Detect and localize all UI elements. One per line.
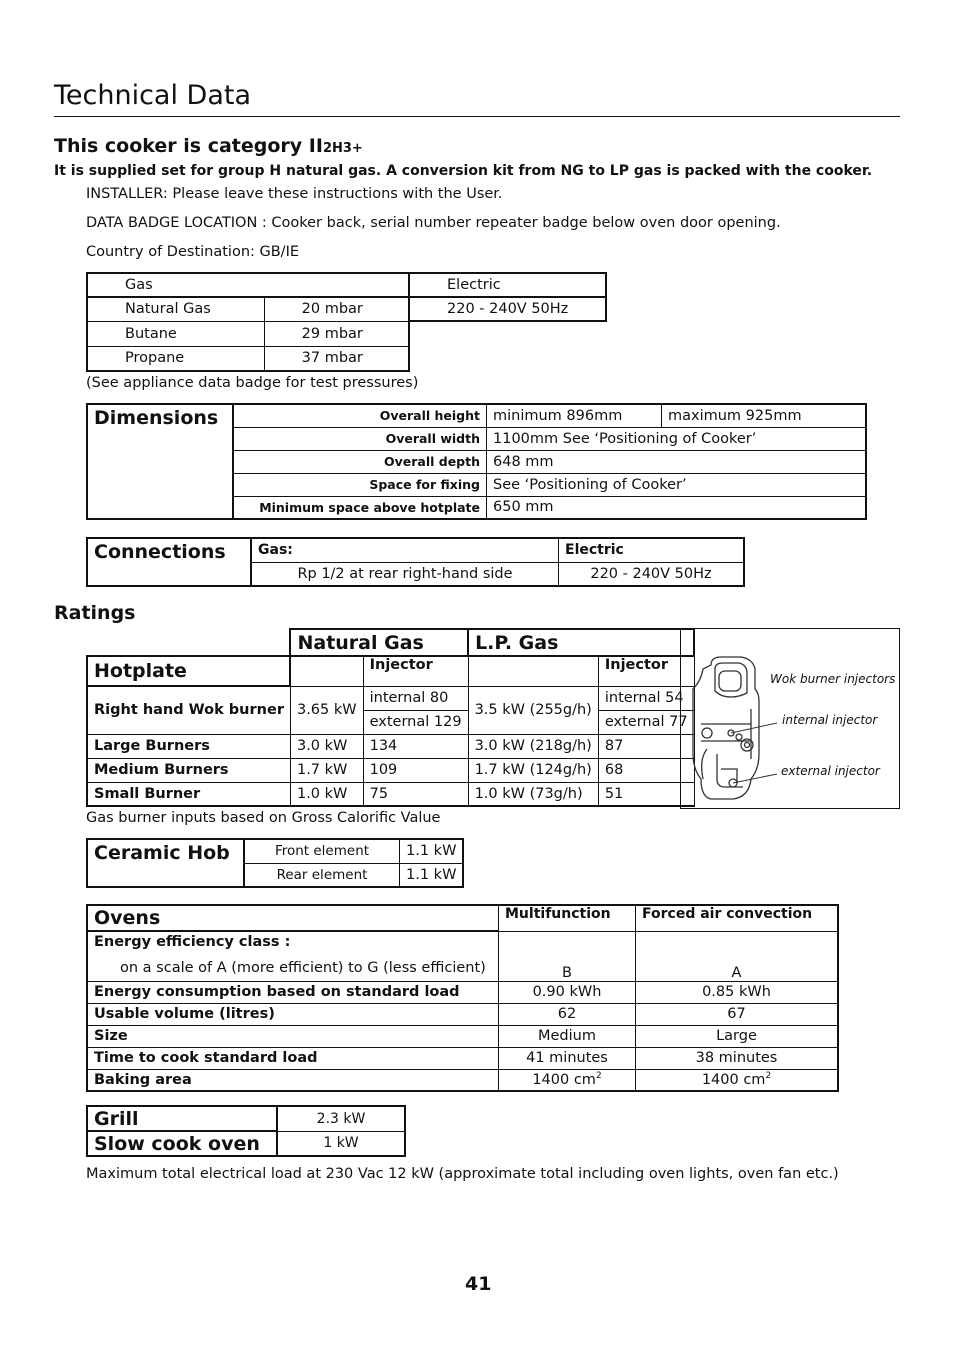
oven-row-forced-air: Large [636, 1025, 839, 1047]
oven-row-forced-air: 38 minutes [636, 1047, 839, 1069]
page-number: 41 [465, 1273, 492, 1295]
country-of-destination: Country of Destination: GB/IE [86, 244, 300, 260]
ratings-table [86, 628, 695, 807]
external-injector-label: external injector [781, 764, 880, 778]
energy-class-multifunction: B [499, 931, 636, 981]
gas-pressure: 37 mbar [264, 346, 409, 371]
dimension-label: Minimum space above hotplate [233, 496, 487, 519]
dimension-value-max: maximum 925mm [662, 404, 867, 427]
forced-air-header: Forced air convection [636, 905, 839, 931]
hob-element-label: Rear element [244, 863, 400, 887]
ng-injector: 109 [363, 758, 468, 782]
baking-area-value: 1400 cm [532, 1072, 596, 1089]
page-title: Technical Data [54, 80, 252, 111]
hotplate-heading: Hotplate [87, 656, 290, 686]
dimension-value: minimum 896mm [487, 404, 662, 427]
wok-ng-rating: 3.65 kW [290, 686, 363, 734]
oven-row-label: Size [87, 1025, 499, 1047]
ng-injector: 134 [363, 734, 468, 758]
gas-label: Gas: [251, 538, 559, 562]
baking-area-multifunction [499, 1069, 636, 1091]
oven-row-label: Time to cook standard load [87, 1047, 499, 1069]
dimension-label: Overall height [233, 404, 487, 427]
hob-element-value: 1.1 kW [400, 863, 464, 887]
lp-injector: 51 [598, 782, 694, 806]
hob-element-label: Front element [244, 839, 400, 863]
dimensions-heading: Dimensions [87, 404, 233, 519]
dimension-value: 1100mm See ‘Positioning of Cooker’ [487, 427, 867, 450]
ratings-heading: Ratings [54, 602, 136, 624]
oven-row-forced-air: 67 [636, 1003, 839, 1025]
dimension-value: See ‘Positioning of Cooker’ [487, 473, 867, 496]
electric-value: 220 - 240V 50Hz [409, 297, 606, 321]
natural-gas-header: Natural Gas [290, 629, 468, 656]
burner-label: Medium Burners [87, 758, 290, 782]
gas-pressure: 20 mbar [264, 297, 409, 321]
gas-name: Butane [87, 321, 264, 346]
gross-calorific-note: Gas burner inputs based on Gross Calorific Value [86, 810, 441, 826]
wok-ng-injector-internal: internal 80 [363, 686, 468, 710]
ovens-heading: Ovens [87, 905, 499, 931]
installer-note: INSTALLER: Please leave these instructions with the User. [86, 186, 503, 202]
dimension-value: 648 mm [487, 450, 867, 473]
oven-row-label: Energy consumption based on standard load [87, 981, 499, 1003]
lp-injector: 68 [598, 758, 694, 782]
ng-injector: 75 [363, 782, 468, 806]
ceramic-hob-heading: Ceramic Hob [87, 839, 244, 887]
hob-element-value: 1.1 kW [400, 839, 464, 863]
gas-pressure: 29 mbar [264, 321, 409, 346]
energy-class-forced-air: A [636, 931, 839, 981]
wok-lp-injector-external: external 77 [598, 710, 694, 734]
slow-cook-value: 1 kW [277, 1131, 405, 1156]
ovens-table [86, 904, 839, 1092]
energy-class-label: Energy efficiency class : [94, 934, 291, 950]
dimensions-table [86, 403, 867, 520]
wok-burner-label: Right hand Wok burner [87, 686, 290, 734]
slow-cook-label: Slow cook oven [87, 1131, 277, 1156]
baking-area-forced-air [636, 1069, 839, 1091]
supply-note: It is supplied set for group H natural gas. A conversion kit from NG to LP gas is packed with the cooker. [54, 163, 873, 179]
gas-name: Natural Gas [87, 297, 264, 321]
gas-name: Propane [87, 346, 264, 371]
lp-injector-header: Injector [598, 656, 694, 686]
gas-header: Gas [87, 273, 409, 297]
connections-table [86, 537, 745, 587]
wok-ng-injector-external: external 129 [363, 710, 468, 734]
supply-table [86, 272, 607, 372]
oven-row-multifunction: 41 minutes [499, 1047, 636, 1069]
baking-area-label: Baking area [87, 1069, 499, 1091]
ng-injector-header: Injector [363, 656, 468, 686]
lp-gas-header: L.P. Gas [468, 629, 694, 656]
grill-table [86, 1105, 406, 1157]
oven-row-forced-air: 0.85 kWh [636, 981, 839, 1003]
grill-label: Grill [87, 1106, 277, 1131]
wok-lp-injector-internal: internal 54 [598, 686, 694, 710]
test-pressure-note: (See appliance data badge for test pressures) [86, 375, 419, 391]
internal-injector-label: internal injector [782, 713, 878, 727]
burner-label: Large Burners [87, 734, 290, 758]
wok-injector-diagram [680, 628, 900, 809]
energy-class-cell [87, 931, 499, 981]
burner-label: Small Burner [87, 782, 290, 806]
oven-row-label: Usable volume (litres) [87, 1003, 499, 1025]
dimension-label: Space for fixing [233, 473, 487, 496]
max-load-note: Maximum total electrical load at 230 Vac 12 kW (approximate total including oven lights, oven fan etc.) [86, 1166, 839, 1182]
category-heading [54, 135, 363, 157]
electric-header: Electric [409, 273, 606, 297]
diagram-title: Wok burner injectors [770, 672, 896, 686]
ceramic-hob-table [86, 838, 464, 888]
oven-row-multifunction: 62 [499, 1003, 636, 1025]
grill-value: 2.3 kW [277, 1106, 405, 1131]
gas-connection-value: Rp 1/2 at rear right-hand side [251, 562, 559, 586]
connections-heading: Connections [87, 538, 251, 586]
electric-connection-value: 220 - 240V 50Hz [559, 562, 745, 586]
superscript: 2 [765, 1071, 772, 1082]
title-divider [54, 116, 900, 117]
electric-label: Electric [559, 538, 745, 562]
category-heading-text: This cooker is category II [54, 135, 323, 157]
wok-lp-rating: 3.5 kW (255g/h) [468, 686, 598, 734]
badge-location: DATA BADGE LOCATION : Cooker back, serial number repeater badge below oven door opening. [86, 215, 781, 231]
lp-rating: 3.0 kW (218g/h) [468, 734, 598, 758]
energy-class-scale: on a scale of A (more efficient) to G (less efficient) [120, 960, 486, 976]
dimension-value: 650 mm [487, 496, 867, 519]
lp-rating: 1.7 kW (124g/h) [468, 758, 598, 782]
lp-injector: 87 [598, 734, 694, 758]
dimension-label: Overall depth [233, 450, 487, 473]
oven-row-multifunction: Medium [499, 1025, 636, 1047]
ng-rating: 1.0 kW [290, 782, 363, 806]
oven-row-multifunction: 0.90 kWh [499, 981, 636, 1003]
baking-area-value: 1400 cm [701, 1072, 766, 1089]
ng-rating: 3.0 kW [290, 734, 363, 758]
superscript: 2 [595, 1071, 602, 1082]
category-subscript: 2H3+ [322, 141, 363, 156]
lp-rating: 1.0 kW (73g/h) [468, 782, 598, 806]
dimension-label: Overall width [233, 427, 487, 450]
multifunction-header: Multifunction [499, 905, 636, 931]
ng-rating: 1.7 kW [290, 758, 363, 782]
